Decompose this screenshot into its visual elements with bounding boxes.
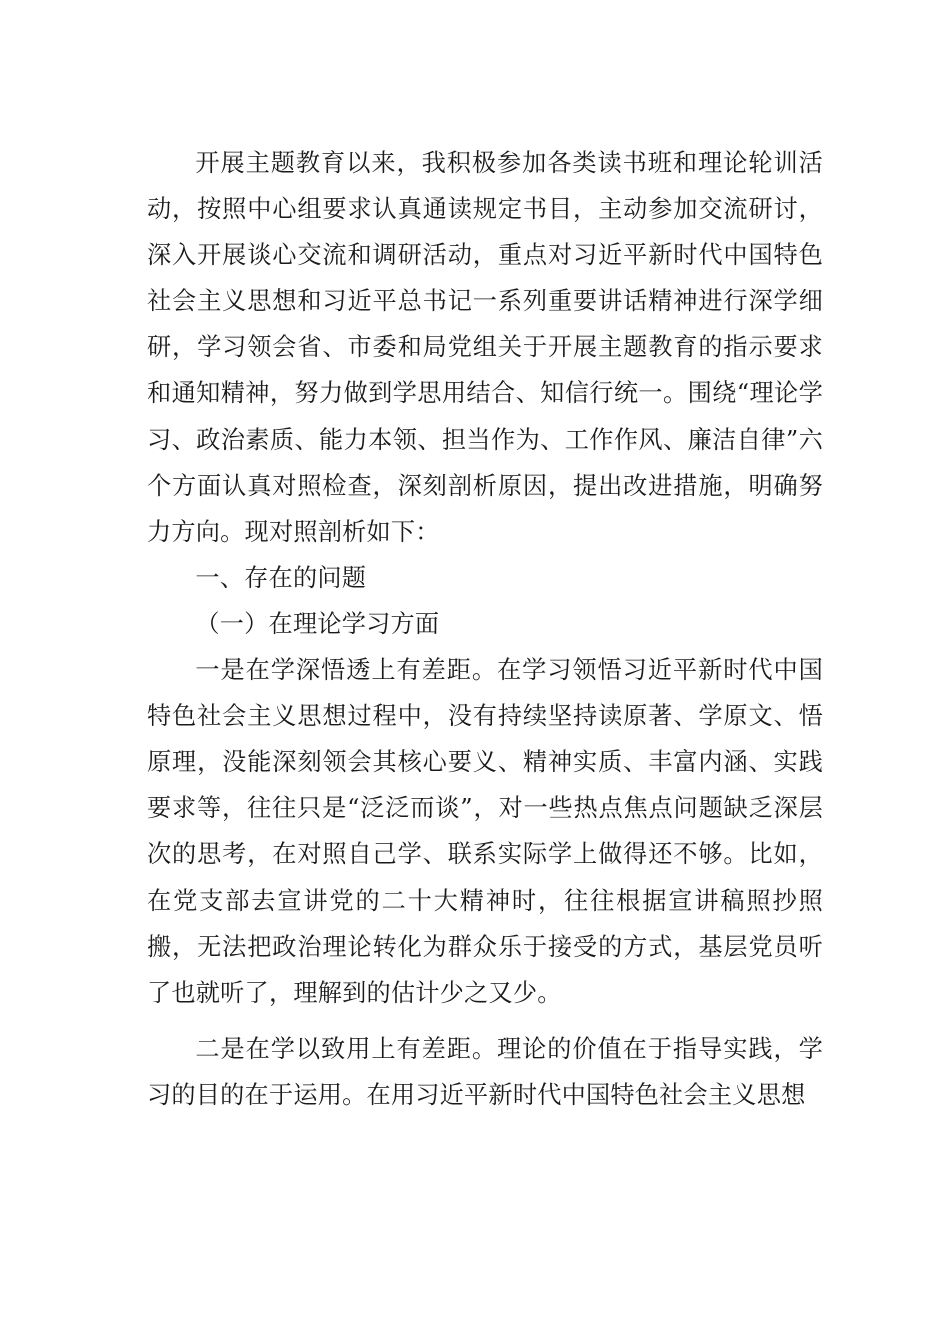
- intro-paragraph: 开展主题教育以来，我积极参加各类读书班和理论轮训活动，按照中心组要求认真通读规定书目，主动参加交流研讨，深入开展谈心交流和调研活动，重点对习近平新时代中国特色社会主义思想和习近平总书记一系列重要讲话精神进行深学细研，学习领会省、市委和局党组关于开展主题教育的指示要求和通知精神，努力做到学思用结合、知信行统一。围绕“理论学习、政治素质、能力本领、担当作为、工作作风、廉洁自律”六个方面认真对照检查，深刻剖析原因，提出改进措施，明确努力方向。现对照剖析如下：: [147, 149, 823, 546]
- body-paragraph-point-two: 二是在学以致用上有差距。理论的价值在于指导实践，学习的目的在于运用。在用习近平新时代中国特色社会主义思想: [147, 1034, 823, 1109]
- section-heading-problems: 一、存在的问题: [195, 563, 367, 592]
- subsection-heading-theory-study: （一）在理论学习方面: [195, 609, 440, 638]
- document-body: [147, 140, 823, 1118]
- body-paragraph-point-one: 一是在学深悟透上有差距。在学习领悟习近平新时代中国特色社会主义思想过程中，没有持续坚持读原著、学原文、悟原理，没能深刻领会其核心要义、精神实质、丰富内涵、实践要求等，往往只是“泛泛而谈”，对一些热点焦点问题缺乏深层次的思考，在对照自己学、联系实际学上做得还不够。比如，在党支部去宣讲党的二十大精神时，往往根据宣讲稿照抄照搬，无法把政治理论转化为群众乐于接受的方式，基层党员听了也就听了，理解到的估计少之又少。: [147, 656, 823, 1007]
